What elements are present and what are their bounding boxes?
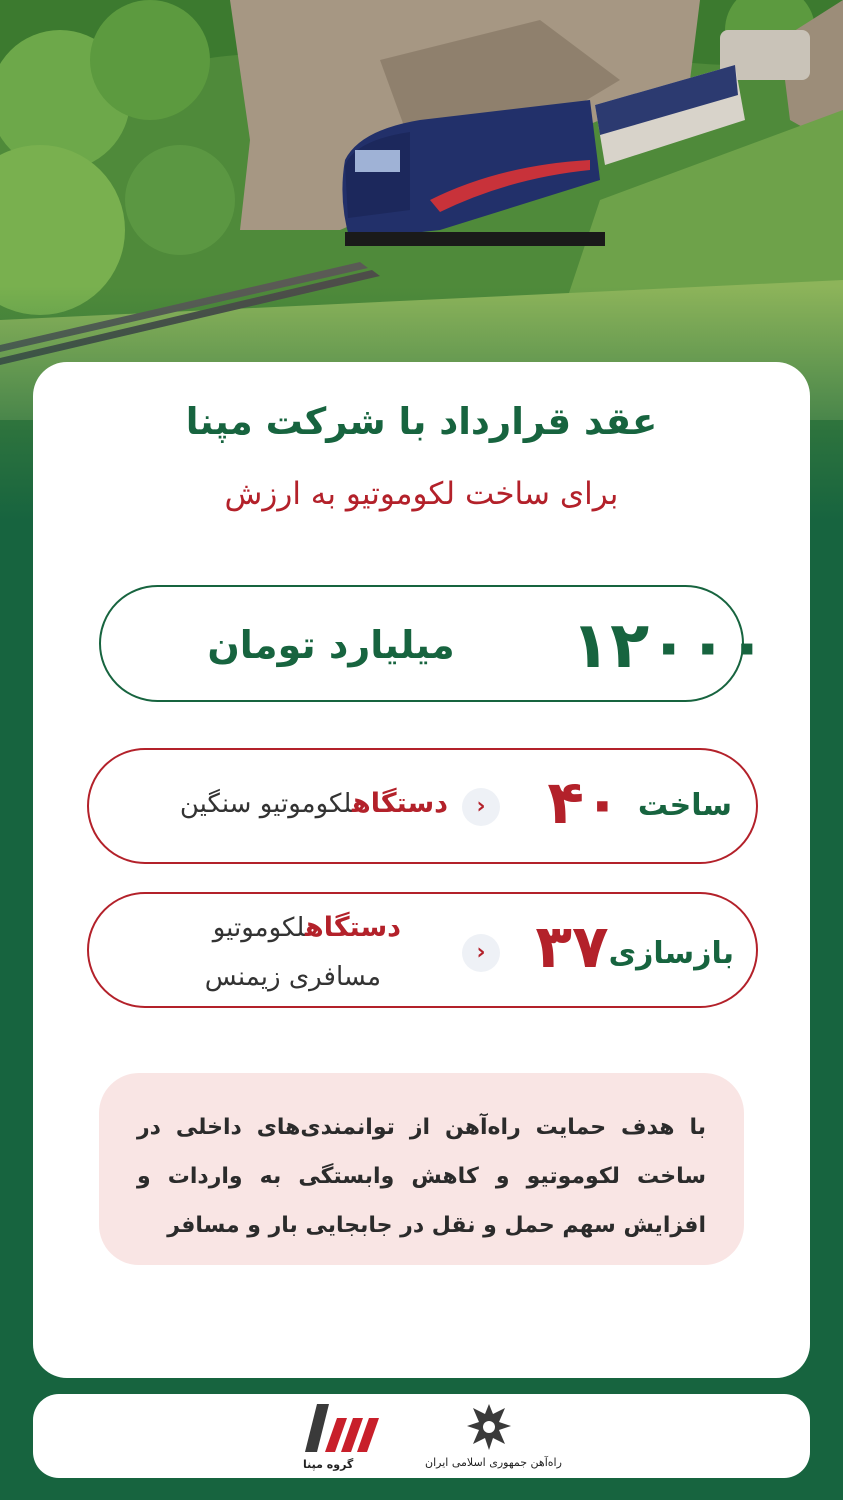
mapna-logo-caption: گروه مپنا xyxy=(303,1458,354,1471)
contract-value-number: ۱۲۰۰۰ xyxy=(571,609,767,683)
overhaul-item: لکوموتیو xyxy=(212,913,305,943)
headline-title: عقد قرارداد با شرکت مپنا xyxy=(185,400,658,443)
railway-emblem-logo xyxy=(463,1400,515,1452)
contract-value-pill xyxy=(99,585,767,702)
build-count: ۴۰ xyxy=(547,768,621,838)
build-description xyxy=(180,788,448,819)
build-unit: دستگاه xyxy=(352,788,448,819)
overhaul-label: بازسازی xyxy=(608,936,734,971)
main-card xyxy=(33,362,810,1378)
purpose-note: با هدف حمایت راه‌آهن از توانمندی‌های داخلی در ساخت لکوموتیو و کاهش وابستگی به واردات و افزایش سهم حمل و نقل در جابجایی بار و مسافر xyxy=(99,1073,744,1265)
overhaul-count: ۳۷ xyxy=(535,912,609,982)
build-item: لکوموتیو سنگین xyxy=(179,789,352,819)
build-row xyxy=(87,748,758,864)
overhaul-description-line2: مسافری زیمنس xyxy=(204,962,381,992)
chevron-right-icon: › xyxy=(462,788,500,826)
footer-logos xyxy=(33,1394,810,1478)
build-label: ساخت xyxy=(637,788,732,823)
overhaul-row xyxy=(87,892,758,1008)
overhaul-unit: دستگاه xyxy=(305,912,401,943)
mapna-logo xyxy=(299,1400,385,1456)
chevron-right-icon: › xyxy=(462,934,500,972)
overhaul-description-line1 xyxy=(213,912,401,943)
contract-value-unit: میلیارد تومان xyxy=(207,623,455,667)
headline-subtitle: برای ساخت لکوموتیو به ارزش xyxy=(224,476,619,512)
railway-logo-caption: راه‌آهن جمهوری اسلامی ایران xyxy=(425,1456,562,1469)
